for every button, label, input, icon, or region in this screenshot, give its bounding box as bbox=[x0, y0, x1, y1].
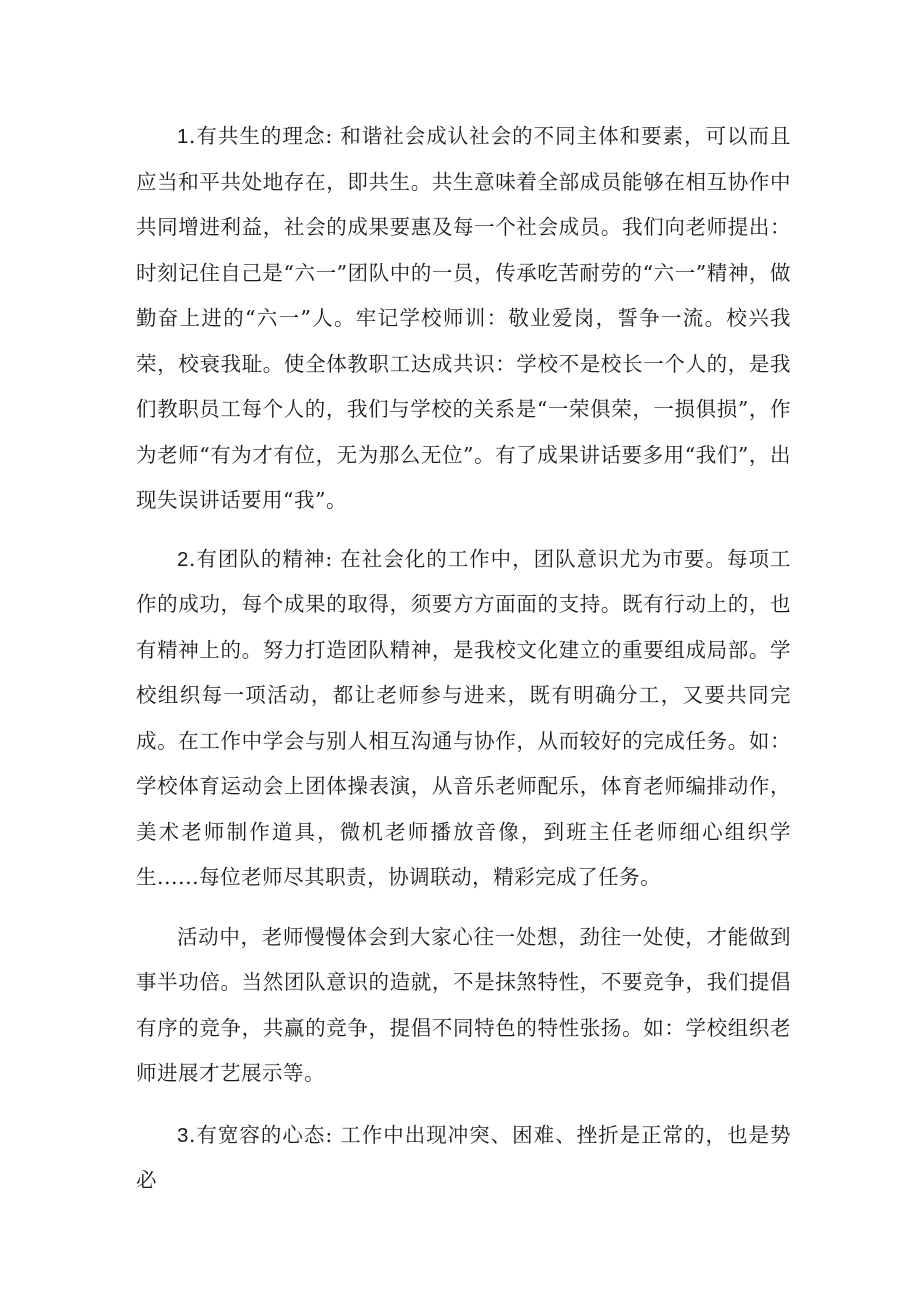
paragraph-4-body: 工作中出现冲突、困难、挫折是正常的，也是势必 bbox=[136, 1122, 791, 1192]
paragraph-4-number: 3 bbox=[177, 1123, 189, 1147]
paragraph-1-heading: .有共生的理念: bbox=[188, 124, 333, 148]
paragraph-4 bbox=[136, 1113, 791, 1204]
paragraph-2-number: 2 bbox=[177, 547, 189, 571]
document-body bbox=[136, 114, 791, 1204]
paragraph-3-body: 活动中，老师慢慢体会到大家心往一处想，劲往一处使，才能做到事半功倍。当然团队意识的造就，不是抹煞特性，不要竞争，我们提倡有序的竞争，共赢的竞争，提倡不同特色的特性张扬。如：学校组织老师进展才艺展示等。 bbox=[136, 924, 791, 1085]
paragraph-2-heading: .有团队的精神: bbox=[188, 546, 333, 571]
paragraph-2 bbox=[136, 537, 791, 901]
paragraph-2-body: 在社会化的工作中，团队意识尤为市要。每项工作的成功，每个成果的取得，须要方方面面的支持。既有行动上的，也有精神上的。努力打造团队精神，是我校文化建立的重要组成局部。学校组织每一项活动，都让老师参与进来，既有明确分工，又要共同完成。在工作中学会与别人相互沟通与协作，从而较好的完成任务。如：学校体育运动会上团体操表演，从音乐老师配乐，体育老师编排动作，美术老师制作道具，微机老师播放音像，到班主任老师细心组织学生......每位老师尽其职责，协调联动，精彩完成了任务。 bbox=[136, 546, 791, 889]
paragraph-1-number: 1 bbox=[177, 125, 189, 148]
paragraph-4-heading: .有宽容的心态: bbox=[188, 1122, 333, 1147]
paragraph-1 bbox=[136, 114, 791, 524]
paragraph-1-body: 和谐社会成认社会的不同主体和要素，可以而且应当和平共处地存在，即共生。共生意味着全部成员能够在相互协作中共同增进利益，社会的成果要惠及每一个社会成员。我们向老师提出：时刻记住自己是“六一”团队中的一员，传承吃苦耐劳的“六一”精神，做勤奋上进的“六一”人。牢记学校师训：敬业爱岗，誓争一流。校兴我荣，校衰我耻。使全体教职工达成共识：学校不是校长一个人的，是我们教职员工每个人的，我们与学校的关系是“一荣俱荣，一损俱损”，作为老师“有为才有位，无为那么无位”。有了成果讲话要多用“我们”，出现失误讲话要用“我”。 bbox=[136, 124, 791, 512]
paragraph-3 bbox=[136, 915, 791, 1097]
